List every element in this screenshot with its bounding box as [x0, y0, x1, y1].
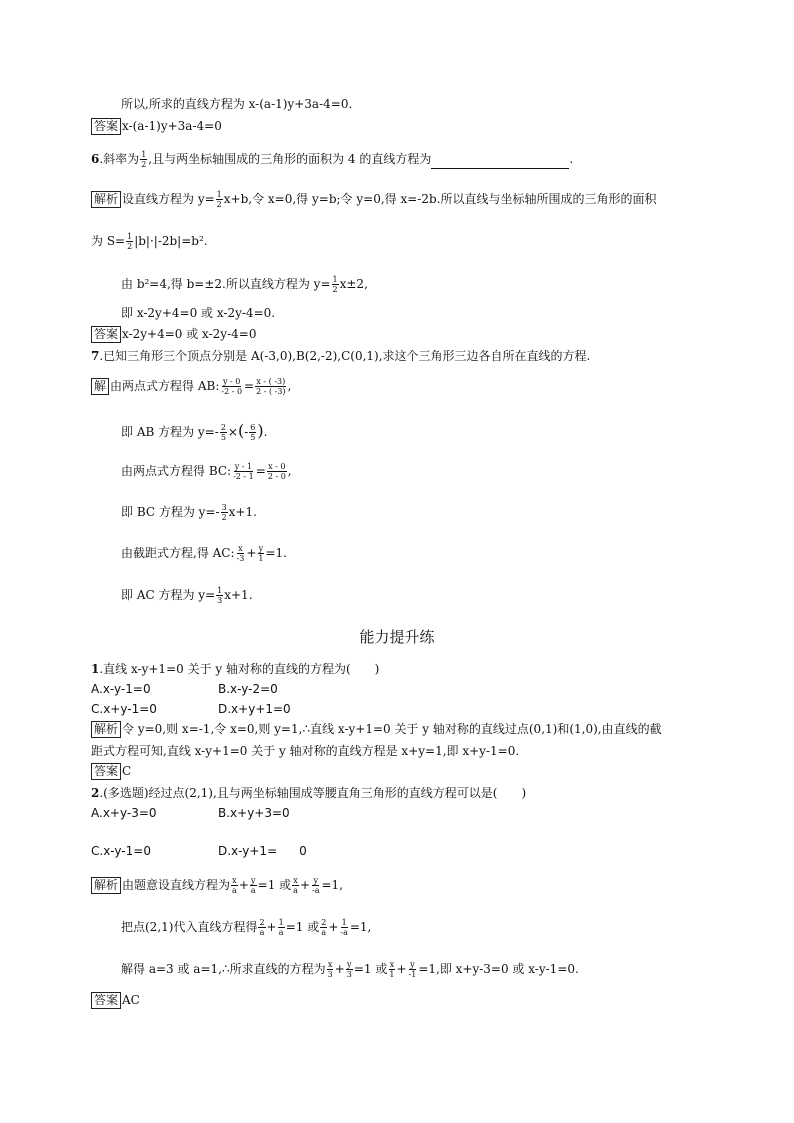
fraction: $\frac{y - 1}{-2 - 1}$ — [233, 462, 254, 481]
q7-stem — [91, 348, 590, 364]
answer-label: 答案 — [91, 763, 121, 780]
fraction: $\frac{x}{3}$ — [327, 960, 333, 979]
fraction: $\frac{x}{-3}$ — [236, 544, 245, 563]
question-number: 1 — [91, 662, 100, 676]
answer-blank[interactable] — [431, 156, 569, 169]
fraction: $\frac{1}{2}$ — [127, 232, 133, 251]
solution-label: 解 — [91, 378, 109, 395]
fraction: $\frac{1}{2}$ — [141, 150, 147, 169]
p1-analysis-2: 距式方程可知,直线 x-y+1=0 关于 y 轴对称的直线方程是 x+y=1,即 x+y-1=0. — [91, 744, 520, 758]
p1-analysis-1: 解析 令 y=0,则 x=-1,令 x=0,则 y=1,∴直线 x-y+1=0 关于 y 轴对称的直线过点(0,1)和(1,0),由直线的截 — [91, 721, 662, 738]
analysis-label: 解析 — [91, 877, 121, 894]
fraction: $\frac{1}{2}$ — [216, 190, 222, 209]
fraction: $\frac{1}{a}$ — [278, 918, 284, 937]
q6-answer-row — [91, 326, 256, 343]
p2-analysis-1: 解析 由题意设直线方程为 $\frac{x}{a}$ + $\frac{y}{a}$ =1 或 $\frac{x}{a}$ + $\frac{y}{-a}$ =1, — [91, 876, 343, 895]
q7-solution-3: 由两点式方程得 BC: $\frac{y - 1}{-2 - 1}$ = $\frac{x - 0}{2 - 0}$ , — [121, 462, 292, 481]
fraction: $\frac{x}{a}$ — [232, 876, 237, 895]
q6-analysis-3: 由 b²=4,得 b=±2.所以直线方程为 y= $\frac{1}{2}$ x±2, — [121, 275, 368, 294]
fraction: $\frac{x - 0}{2 - 0}$ — [267, 462, 286, 481]
p2-answer-row — [91, 992, 140, 1009]
fraction: $\frac{y - 0}{-2 - 0}$ — [221, 377, 243, 396]
fraction: $\frac{2}{a}$ — [321, 918, 327, 937]
stem-text: .已知三角形三个顶点分别是 A(-3,0),B(2,-2),C(0,1),求这个三角形三边各自所在直线的方程. — [99, 349, 591, 363]
p1-option-c[interactable]: C.x+y-1=0 — [91, 702, 157, 716]
p2-analysis-2: 把点(2,1)代入直线方程得 $\frac{2}{a}$ + $\frac{1}{a}$ =1 或 $\frac{2}{a}$ + $\frac{1}{-a}$ =1, — [121, 918, 372, 937]
section-title: 能力提升练 — [359, 628, 435, 646]
analysis-label: 解析 — [91, 721, 121, 738]
q7-solution-6: 即 AC 方程为 y= $\frac{1}{3}$ x+1. — [121, 586, 253, 605]
q6-analysis-2: 为 S= $\frac{1}{2}$ |b|·|-2b|=b². — [91, 232, 208, 251]
question-number: 2 — [91, 786, 100, 800]
fraction: $\frac{y}{-a}$ — [312, 876, 320, 895]
answer-text: C — [122, 764, 132, 778]
q7-solution-4: 即 BC 方程为 y=- $\frac{3}{2}$ x+1. — [121, 503, 257, 522]
fraction: $\frac{y}{1}$ — [258, 544, 264, 563]
question-number: 6 — [91, 152, 100, 166]
fraction: $\frac{2}{5}$ — [220, 423, 226, 442]
fraction: $\frac{x}{a}$ — [293, 876, 298, 895]
q6-analysis-4: 即 x-2y+4=0 或 x-2y-4=0. — [121, 306, 276, 320]
p1-option-a[interactable]: A.x-y-1=0 — [91, 682, 151, 696]
answer-label: 答案 — [91, 326, 121, 343]
fraction: $\frac{1}{-a}$ — [340, 918, 348, 937]
fraction: $\frac{2}{a}$ — [259, 918, 265, 937]
answer-label: 答案 — [91, 118, 121, 135]
answer-label: 答案 — [91, 992, 121, 1009]
answer-text: x-(a-1)y+3a-4=0 — [122, 119, 222, 133]
analysis-label: 解析 — [91, 191, 121, 208]
answer-text: x-2y+4=0 或 x-2y-4=0 — [122, 327, 257, 341]
p1-answer-row — [91, 763, 131, 780]
stem-text: ,且与两坐标轴围成的三角形的面积为 4 的直线方程为 — [148, 152, 432, 166]
fraction: $\frac{1}{2}$ — [332, 275, 338, 294]
q6-analysis-1: 解析 设直线方程为 y= $\frac{1}{2}$ x+b,令 x=0,得 y=b;令 y=0,得 x=-2b.所以直线与坐标轴所围成的三角形的面积 — [91, 190, 656, 209]
fraction: $\frac{3}{2}$ — [221, 503, 227, 522]
fraction: $\frac{y}{-1}$ — [408, 960, 417, 979]
q7-solution-2: 即 AB 方程为 y=- $\frac{2}{5}$ ×(- $\frac{6}{5}$ ). — [121, 421, 268, 442]
answer-text: AC — [122, 993, 140, 1007]
q7-solution-5: 由截距式方程,得 AC: $\frac{x}{-3}$ + $\frac{y}{1}$ =1. — [121, 544, 287, 563]
q5-conclusion: 所以,所求的直线方程为 x-(a-1)y+3a-4=0. — [121, 97, 353, 111]
p2-option-d[interactable]: D.x-y+1= 0 — [218, 844, 307, 858]
p1-stem — [91, 661, 379, 677]
stem-text: .直线 x-y+1=0 关于 y 轴对称的直线的方程为( ) — [99, 662, 380, 676]
q6-stem: 6.斜率为 $\frac{1}{2}$ ,且与两坐标轴围成的三角形的面积为 4 的直线方程为 . — [91, 150, 574, 169]
p2-option-c[interactable]: C.x-y-1=0 — [91, 844, 151, 858]
p2-stem — [91, 785, 526, 801]
q7-solution-1: 解 由两点式方程得 AB: $\frac{y - 0}{-2 - 0}$ = $\frac{x - ( -3)}{2 - ( -3)}$ , — [91, 377, 291, 396]
p1-option-b[interactable]: B.x-y-2=0 — [218, 682, 278, 696]
p2-analysis-3: 解得 a=3 或 a=1,∴所求直线的方程为 $\frac{x}{3}$ + $\frac{y}{3}$ =1 或 $\frac{x}{1}$ + $\frac{y}{-1}$ =1,即 x+y-3=0 或 x-y-1=0. — [121, 960, 579, 979]
fraction: $\frac{x}{1}$ — [389, 960, 395, 979]
q5-answer-row — [91, 118, 222, 135]
fraction: $\frac{1}{3}$ — [217, 586, 223, 605]
question-number: 7 — [91, 349, 100, 363]
stem-text: .(多选题)经过点(2,1),且与两坐标轴围成等腰直角三角形的直线方程可以是( ) — [99, 786, 527, 800]
fraction: $\frac{6}{5}$ — [250, 423, 256, 442]
fraction: $\frac{y}{a}$ — [250, 876, 256, 895]
p2-option-a[interactable]: A.x+y-3=0 — [91, 806, 157, 820]
p1-option-d[interactable]: D.x+y+1=0 — [218, 702, 291, 716]
stem-text: .斜率为 — [99, 152, 140, 166]
p2-option-b[interactable]: B.x+y+3=0 — [218, 806, 290, 820]
fraction: $\frac{x - ( -3)}{2 - ( -3)}$ — [256, 377, 286, 396]
fraction: $\frac{y}{3}$ — [346, 960, 352, 979]
